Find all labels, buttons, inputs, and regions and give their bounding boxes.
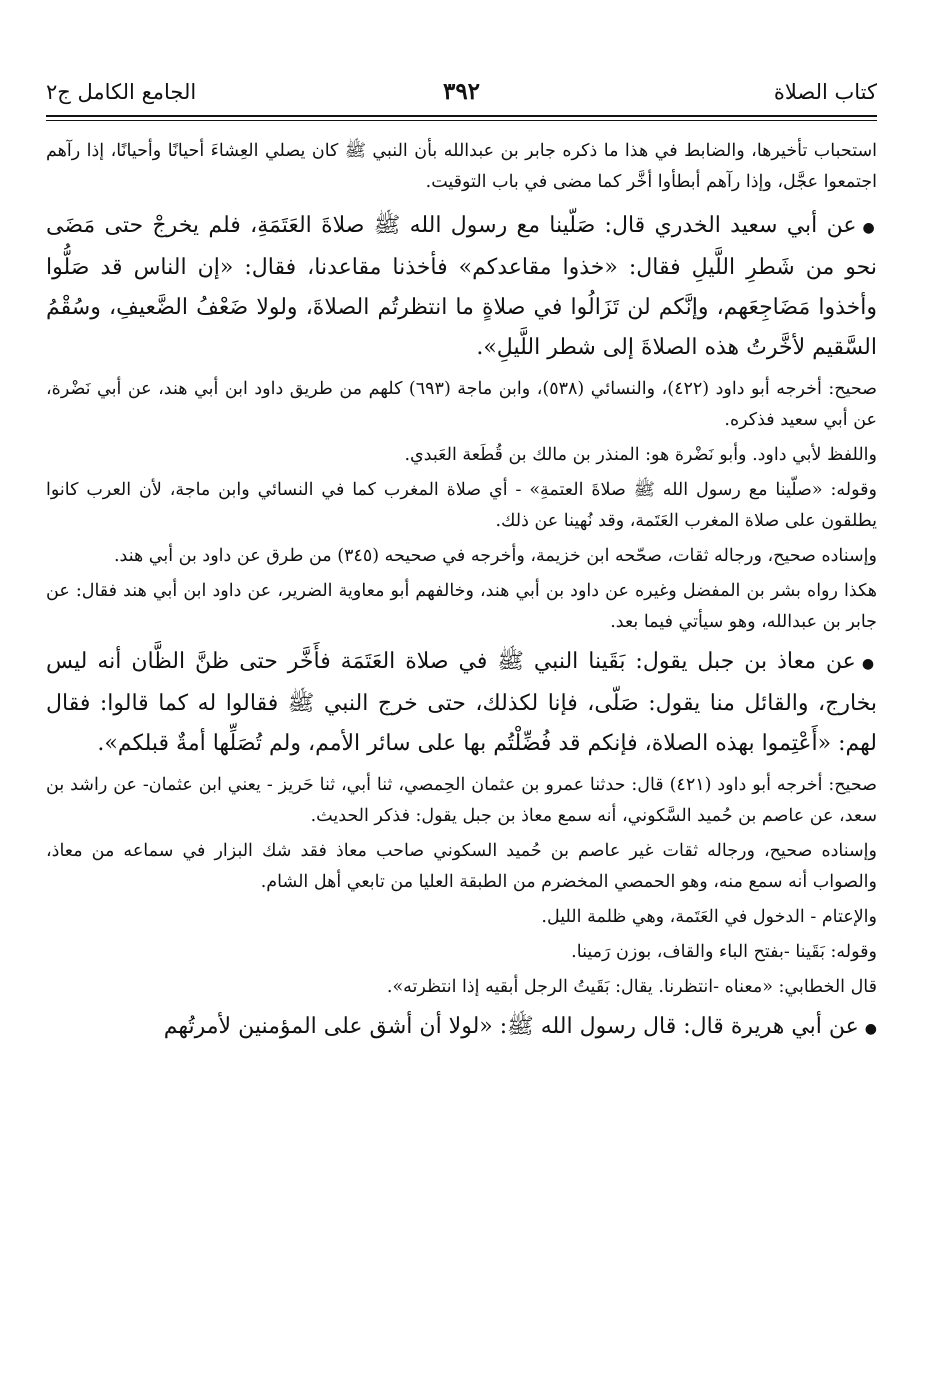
footnote-paragraph: وإسناده صحيح، ورجاله ثقات، صحّحه ابن خزيمة، وأخرجه في صحيحه (٣٤٥) من طرق عن داود بن أبي هند. bbox=[113, 546, 877, 566]
book-title: كتاب الصلاة bbox=[773, 80, 877, 104]
page-number: ٣٩٢ bbox=[442, 78, 481, 105]
bullet-icon: ● bbox=[862, 220, 878, 236]
hadith-text: عن أبي هريرة قال: قال رسول الله ﷺ: «لولا أن أشق على المؤمنين لأمرتُهم bbox=[163, 1014, 859, 1039]
takhrij-note: صحيح: أخرجه أبو داود (٤٢٢)، والنسائي (٥٣٨)، وابن ماجة (٦٩٣) كلهم من طريق داود ابن أبي هند، عن أبي نَضْرة، عن أبي سعيد فذكره. bbox=[46, 379, 877, 430]
footnote-paragraph: والإعتام - الدخول في العَتَمة، وهي ظلمة الليل. bbox=[541, 907, 877, 927]
hadith-paragraph bbox=[46, 642, 877, 764]
page-header bbox=[46, 72, 877, 112]
hadith-text: عن معاذ بن جبل يقول: بَقَينا النبي ﷺ في صلاة العَتَمَة فأَخَّر حتى ظنَّ الظَّان أنه ليس بخارج، والقائل منا يقول: صَلّى، فإنا لكذلك، حتى خرج النبي ﷺ فقالوا له كما قالوا: فقال لهم: «أَعْتِموا بهذه الصلاة، فإنكم قد فُضِّلْتُم بها على سائر الأمم، ولم تُصَلِّها أمةٌ قبلكم». bbox=[46, 649, 877, 756]
footnote-paragraph: وقوله: «صلّينا مع رسول الله ﷺ صلاةَ العتمةِ» - أي صلاة المغرب كما في النسائي وابن ماجة، لأن العرب كانوا يطلقون على صلاة المغرب العَتَمة، وقد نُهينا عن ذلك. bbox=[46, 480, 877, 531]
hadith-paragraph bbox=[46, 1007, 877, 1049]
bullet-icon: ● bbox=[864, 1021, 877, 1037]
header-rule-thick bbox=[46, 115, 877, 117]
bullet-icon: ● bbox=[861, 656, 877, 672]
takhrij-note: صحيح: أخرجه أبو داود (٤٢١) قال: حدثنا عمرو بن عثمان الحِمصي، ثنا أبي، ثنا حَريز - يعني ابن عثمان- عن راشد بن سعد، عن عاصم بن حُميد السَّكوني، أنه سمع معاذ بن جبل يقول: فذكر الحديث. bbox=[46, 775, 877, 826]
footnote-paragraph: وقوله: بَقَينا -بفتح الباء والقاف، بوزن رَمينا. bbox=[571, 942, 877, 962]
intro-paragraph: استحباب تأخيرها، والضابط في هذا ما ذكره جابر بن عبدالله بأن النبي ﷺ كان يصلي العِشاءَ أحيانًا وأحيانًا، إذا رآهم اجتمعوا عجَّل، وإذا رآهم أبطأوا أخَّر كما مضى في باب التوقيت. bbox=[46, 141, 877, 192]
page-body bbox=[46, 136, 877, 1055]
footnote-paragraph: وإسناده صحيح، ورجاله ثقات غير عاصم بن حُميد السكوني صاحب معاذ فقد شك البزار في سماعه من معاذ، والصواب أنه سمع منه، وهو الحمصي المخضرم من الطبقة العليا من تابعي أهل الشام. bbox=[46, 841, 877, 892]
header-rule-thin bbox=[46, 120, 877, 121]
hadith-paragraph bbox=[46, 206, 877, 368]
series-title: الجامع الكامل ج٢ bbox=[46, 80, 197, 104]
footnote-paragraph: قال الخطابي: «معناه -انتظرنا. يقال: بَقَيتُ الرجل أبقيه إذا انتظرته». bbox=[386, 977, 877, 997]
hadith-text: عن أبي سعيد الخدري قال: صَلّينا مع رسول الله ﷺ صلاةَ العَتَمَةِ، فلم يخرجْ حتى مَضَى نحو من شَطرِ اللَّيلِ فقال: «خذوا مقاعدكم» فأخذنا مقاعدنا، فقال: «إن الناس قد صَلُّوا وأخذوا مَضَاجِعَهم، وإنَّكم لن تَزَالُوا في صلاةٍ ما انتظرتُم الصلاةَ، ولولا ضَعْفُ الضَّعيفِ، وسُقْمُ السَّقيم لأخَّرتُ هذه الصلاةَ إلى شطر اللَّيلِ». bbox=[46, 213, 877, 360]
footnote-paragraph: هكذا رواه بشر بن المفضل وغيره عن داود بن أبي هند، وخالفهم أبو معاوية الضرير، عن داود ابن أبي هند فقال: عن جابر بن عبدالله، وهو سيأتي فيما بعد. bbox=[46, 581, 877, 632]
footnote-paragraph: واللفظ لأبي داود. وأبو نَضْرة هو: المنذر بن مالك بن قُطَعة العَبدي. bbox=[404, 445, 877, 465]
